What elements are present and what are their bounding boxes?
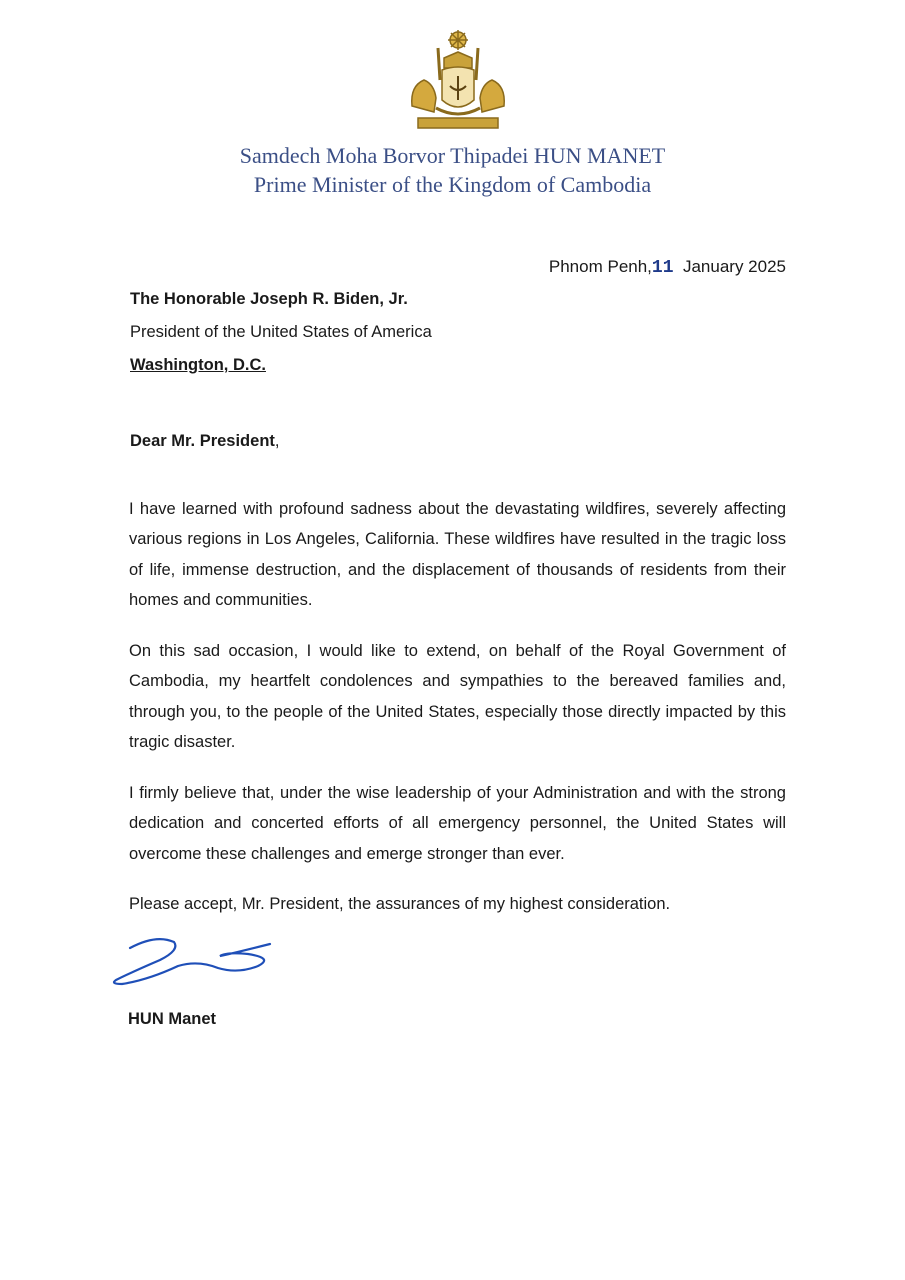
recipient-location: Washington, D.C. xyxy=(130,356,266,374)
date-place: Phnom Penh, xyxy=(548,257,652,276)
salutation-text: Dear Mr. President xyxy=(130,432,275,450)
recipient-title: President of the United States of America xyxy=(130,323,432,341)
letter-date xyxy=(549,257,786,278)
salutation-punct: , xyxy=(274,432,280,450)
signatory-name: HUN Manet xyxy=(128,1010,217,1028)
signature-icon xyxy=(108,930,278,992)
body-paragraph: I have learned with profound sadness about the devastating wildfires, severely affecting various regions in Los Angeles, California. These wildfires have resulted in the tragic loss of life, immense destruction, and the displacement of thousands of residents from their homes and communities. xyxy=(129,499,786,609)
body-paragraph: On this sad occasion, I would like to extend, on behalf of the Royal Government of Cambodia, my heartfelt condolences and sympathies to the bereaved families and, through you, to the people of the United States, especially those directly impacted by this tragic disaster. xyxy=(129,641,786,751)
date-month-year: January 2025 xyxy=(682,257,786,276)
letterhead-title: Prime Minister of the Kingdom of Cambodia xyxy=(253,172,652,197)
coat-of-arms-icon xyxy=(404,28,512,132)
date-day: 11 xyxy=(651,258,674,278)
letterhead-name: Samdech Moha Borvor Thipadei HUN MANET xyxy=(239,143,666,168)
closing-paragraph: Please accept, Mr. President, the assurances of my highest consideration. xyxy=(129,894,671,913)
salutation xyxy=(130,432,279,451)
body-paragraph: I firmly believe that, under the wise leadership of your Administration and with the strong dedication and concerted efforts of all emergency personnel, the United States will overcome these challenges and emerge stronger than ever. xyxy=(129,783,786,863)
recipient-name: The Honorable Joseph R. Biden, Jr. xyxy=(130,290,408,308)
